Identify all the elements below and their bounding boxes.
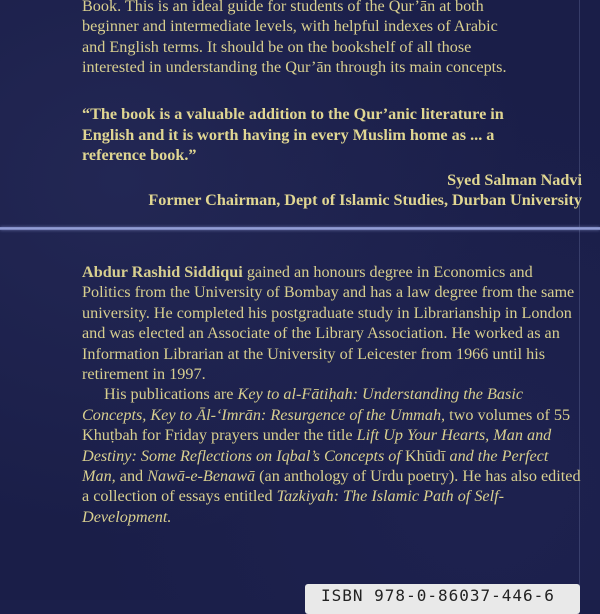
bio-paragraph-1 xyxy=(82,262,582,384)
quote-line: “The book is a valuable addition to the Qur’anic literature in xyxy=(82,105,504,123)
intro-line: beginner and intermediate levels, with helpful indexes of Arabic xyxy=(82,17,498,36)
book-title: and the Perfect Man, xyxy=(82,446,549,486)
bio-text: gained an honours degree in Economics and Politics from the University of Bombay and has a law degree from the same university. He completed his postgraduate study in Librarianship in London and was elected an Associate of the Library Association. He worked as an Information Librarian at the University of Leicester from 1966 until his retirement in 1997. xyxy=(82,263,575,384)
author-name: Abdur Rashid Siddiqui xyxy=(82,263,243,281)
bio-text: Khūdī xyxy=(400,446,450,465)
intro-line: and English terms. It should be on the bookshelf of all those xyxy=(82,37,472,56)
intro-line: Book. This is an ideal guide for students of the Qur’ān at both xyxy=(82,0,484,15)
book-title: Tazkiyah: The Islamic Path of Self-Development. xyxy=(82,487,504,526)
bio-paragraph-2 xyxy=(82,384,582,527)
section-divider xyxy=(0,227,600,230)
author-bio xyxy=(82,262,582,527)
isbn-label: ISBN 978-0-86037-446-6 xyxy=(305,584,580,614)
quote-line: reference book.” xyxy=(82,146,197,164)
bio-text: two volumes of 55 Khuṭbah for Friday prayers under the title xyxy=(82,405,571,445)
intro-paragraph xyxy=(82,0,580,77)
review-quote xyxy=(82,104,582,211)
book-title: Nawā-e-Benawā xyxy=(147,467,256,486)
quote-author-title: Former Chairman, Dept of Islamic Studies, Durban University xyxy=(148,191,582,209)
intro-line: interested in understanding the Qur’ān through its main concepts. xyxy=(82,57,507,76)
bio-text: His publications are xyxy=(104,385,238,404)
book-title: Lift Up Your Hearts, Man and Destiny: Some Reflections on Iqbal’s Concepts of xyxy=(82,426,552,465)
quote-author: Syed Salman Nadvi xyxy=(447,170,582,189)
book-title: Key to al-Fātiḥah: Understanding the Basic Concepts, Key to Āl-‘Imrān: Resurgence of the Ummah, xyxy=(82,385,524,424)
bio-text: and xyxy=(115,467,148,486)
quote-line: English and it is worth having in every Muslim home as ... a xyxy=(82,125,495,144)
bio-text: (an anthology of Urdu poetry). He has also edited a collection of essays entitled xyxy=(82,467,581,506)
